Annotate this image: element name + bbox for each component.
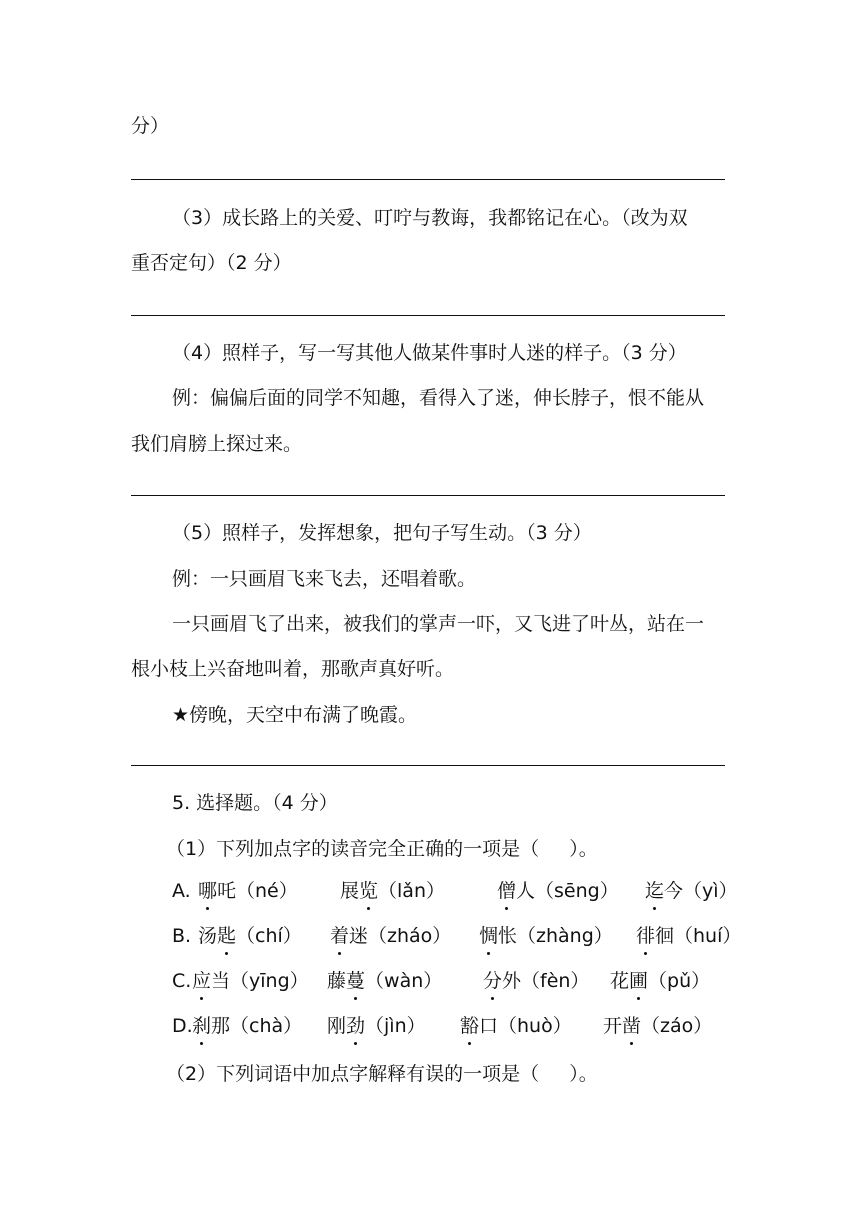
option-b-word-2: 着迷（zháo） xyxy=(330,925,452,947)
question-3-text: （3）成长路上的关爱、叮咛与教诲，我都铭记在心。（改为双 xyxy=(172,207,688,229)
option-c-word-1: 应当（yīng） xyxy=(192,970,309,992)
dotted-char: 哪 xyxy=(198,880,218,902)
option-b-word-4: 徘徊（huí） xyxy=(636,925,742,947)
dotted-char: 览 xyxy=(359,880,379,902)
option-a-word-2: 展览（lǎn） xyxy=(340,880,445,902)
dotted-char: 迄 xyxy=(645,880,665,902)
question-5-example: 例：一只画眉飞来飞去，还唱着歌。 xyxy=(172,568,477,590)
dotted-char: 劲 xyxy=(346,1015,366,1037)
option-c-word-3: 分外（fèn） xyxy=(483,970,590,992)
option-a-label: A. xyxy=(172,880,197,902)
option-d-word-2: 刚劲（jìn） xyxy=(327,1015,426,1037)
dotted-char: 惆 xyxy=(479,925,499,947)
option-a-word-4: 迄今（yì） xyxy=(645,880,738,902)
dotted-char: 豁 xyxy=(460,1015,480,1037)
question-5-sample-cont: 根小枝上兴奋地叫着，那歌声真好听。 xyxy=(131,658,455,680)
option-d-label: D. xyxy=(172,1015,193,1037)
option-a-word-1: 哪吒（né） xyxy=(198,880,298,902)
text-line: 分） xyxy=(131,115,170,137)
dotted-char: 徘 xyxy=(636,925,656,947)
question-4-text: （4）照样子，写一写其他人做某件事时人迷的样子。（3 分） xyxy=(172,342,687,364)
dotted-char: 刹 xyxy=(192,1015,212,1037)
question-3-text-cont: 重否定句）（2 分） xyxy=(131,252,292,274)
dotted-char: 分 xyxy=(483,970,503,992)
option-d-word-4: 开凿（záo） xyxy=(603,1015,713,1037)
question-5-star-sentence: ★傍晚，天空中布满了晚霞。 xyxy=(172,704,418,726)
option-c-word-4: 花圃（pǔ） xyxy=(610,970,711,992)
option-b-word-3: 惆怅（zhàng） xyxy=(479,925,613,947)
option-b-word-1: 汤匙（chí） xyxy=(198,925,302,947)
answer-line xyxy=(131,495,725,496)
answer-line xyxy=(131,315,725,316)
option-d-word-3: 豁口（huò） xyxy=(460,1015,572,1037)
option-c-label: C. xyxy=(172,970,192,992)
dotted-char: 蔓 xyxy=(346,970,366,992)
dotted-char: 匙 xyxy=(217,925,237,947)
option-b-label: B. xyxy=(172,925,198,947)
section-5-title: 5. 选择题。（4 分） xyxy=(172,792,338,814)
question-4-example: 例：偏偏后面的同学不知趣，看得入了迷，伸长脖子，恨不能从 xyxy=(172,387,705,409)
dotted-char: 着 xyxy=(330,925,350,947)
question-4-example-cont: 我们肩膀上探过来。 xyxy=(131,433,303,455)
option-c-word-2: 藤蔓（wàn） xyxy=(327,970,443,992)
section-5-question-2: （2）下列词语中加点字解释有误的一项是（ ）。 xyxy=(166,1063,598,1085)
answer-line xyxy=(131,765,725,766)
question-5-sample: 一只画眉飞了出来，被我们的掌声一吓，又飞进了叶丛，站在一 xyxy=(172,613,705,635)
dotted-char: 应 xyxy=(192,970,212,992)
answer-line xyxy=(131,179,725,180)
dotted-char: 僧 xyxy=(497,880,517,902)
dotted-char: 圃 xyxy=(629,970,649,992)
dotted-char: 凿 xyxy=(622,1015,642,1037)
option-a-word-3: 僧人（sēng） xyxy=(497,880,619,902)
section-5-question-1: （1）下列加点字的读音完全正确的一项是（ ）。 xyxy=(166,838,598,860)
question-5-text: （5）照样子，发挥想象，把句子写生动。（3 分） xyxy=(172,522,592,544)
option-d-word-1: 刹那（chà） xyxy=(192,1015,303,1037)
